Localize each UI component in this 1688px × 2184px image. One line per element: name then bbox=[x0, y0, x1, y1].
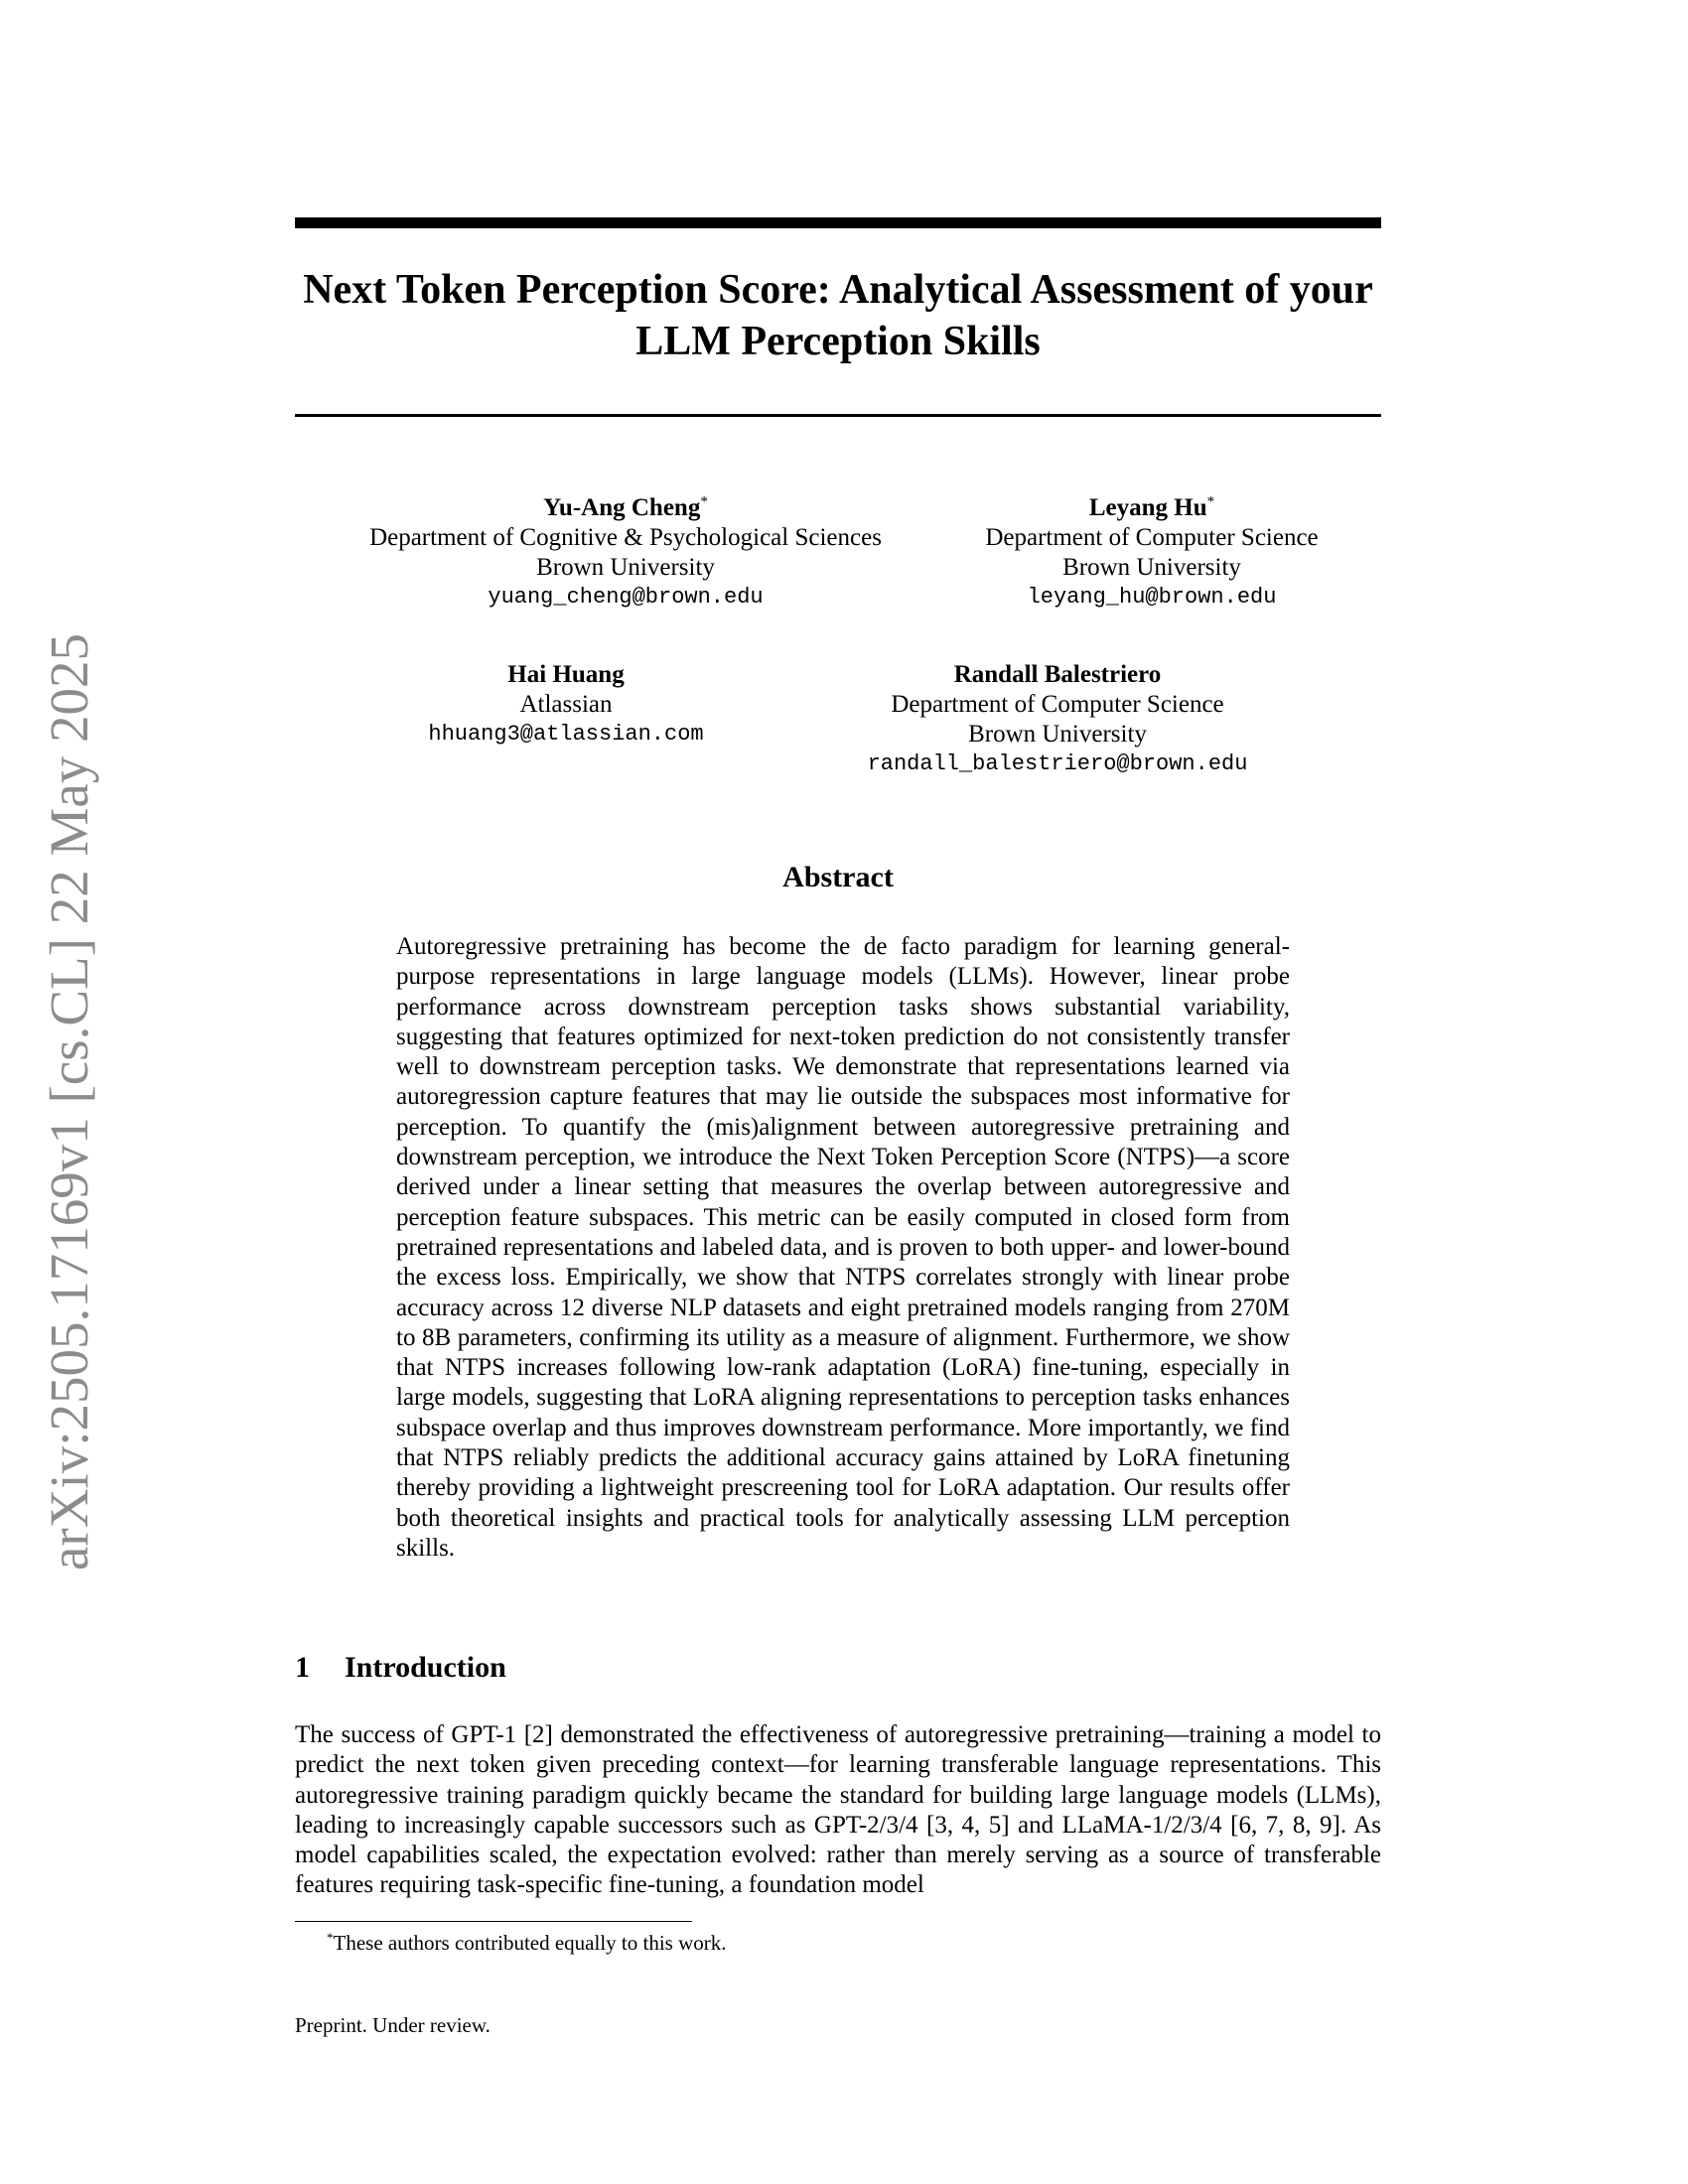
author-name: Yu-Ang Cheng bbox=[543, 494, 701, 521]
author-name: Leyang Hu bbox=[1088, 494, 1207, 521]
abstract-heading: Abstract bbox=[782, 861, 894, 893]
footnote-text: These authors contributed equally to this work. bbox=[333, 1931, 727, 1955]
author-affiliation: Department of Cognitive & Psychological Sciences bbox=[369, 524, 882, 551]
section-title: Introduction bbox=[345, 1651, 506, 1684]
author-email: yuang_cheng@brown.edu bbox=[488, 585, 764, 610]
author-affiliation: Department of Computer Science bbox=[891, 691, 1224, 718]
author-institution: Brown University bbox=[968, 721, 1147, 748]
title-bottom-rule bbox=[295, 414, 1381, 417]
author-block-3 bbox=[397, 660, 735, 750]
section-heading bbox=[295, 1650, 506, 1686]
author-name: Randall Balestriero bbox=[953, 661, 1162, 688]
arxiv-identifier: arXiv:2505.17169v1 [cs.CL] 22 May 2025 bbox=[39, 632, 99, 1571]
author-institution: Brown University bbox=[536, 554, 715, 581]
footnote bbox=[327, 1930, 727, 1956]
author-block-1 bbox=[328, 493, 923, 613]
author-institution: Brown University bbox=[1062, 554, 1241, 581]
equal-contribution-mark: * bbox=[700, 493, 708, 510]
author-name: Hai Huang bbox=[507, 661, 625, 688]
section-number: 1 bbox=[295, 1651, 310, 1684]
abstract-text: Autoregressive pretraining has become the de facto paradigm for learning general-purpose representations in large language models (LLMs). However, linear probe performance across downstream perception tasks shows substantial variability, suggesting that features optimized for next-token prediction do not consistently transfer well to downstream perception tasks. We demonstrate that representations learned via autoregression capture features that may lie outside the subspaces most informative for perception. To quantify the (mis)alignment between autoregressive pretraining and downstream perception, we introduce the Next Token Perception Score (NTPS)—a score derived under a linear setting that measures the overlap between autoregressive and perception feature subspaces. This metric can be easily computed in closed form from pretrained representations and labeled data, and is proven to both upper- and lower-bound the excess loss. Empirically, we show that NTPS correlates strongly with linear probe accuracy across 12 diverse NLP datasets and eight pretrained models ranging from 270M to 8B parameters, confirming its utility as a measure of alignment. Furthermore, we show that NTPS increases following low-rank adaptation (LoRA) fine-tuning, especially in large models, suggesting that LoRA aligning representations to perception tasks enhances subspace overlap and thus improves downstream performance. More importantly, we find that NTPS reliably predicts the additional accuracy gains attained by LoRA finetuning thereby providing a lightweight prescreening tool for LoRA adaptation. Our results offer both theoretical insights and practical tools for analytically assessing LLM perception skills. bbox=[396, 933, 1290, 1562]
author-affiliation: Department of Computer Science bbox=[985, 524, 1319, 551]
footnote-mark: * bbox=[327, 1930, 334, 1945]
introduction-paragraph: The success of GPT-1 [2] demonstrated the effectiveness of autoregressive pretraining—training a model to predict the next token given preceding context—for learning transferable language representations. This autoregressive training paradigm quickly became the standard for building large language models (LLMs), leading to increasingly capable successors such as GPT-2/3/4 [3, 4, 5] and LLaMA-1/2/3/4 [6, 7, 8, 9]. As model capabilities scaled, the expectation evolved: rather than merely serving as a source of transferable features requiring task-specific fine-tuning, a foundation model bbox=[295, 1721, 1381, 1899]
footnote-rule bbox=[295, 1921, 692, 1922]
author-affiliation: Atlassian bbox=[519, 691, 613, 718]
author-block-4 bbox=[824, 660, 1291, 779]
title-top-rule bbox=[295, 217, 1381, 228]
author-email: leyang_hu@brown.edu bbox=[1027, 585, 1277, 610]
author-email: hhuang3@atlassian.com bbox=[428, 722, 704, 747]
author-block-2 bbox=[953, 493, 1350, 613]
paper-title: Next Token Perception Score: Analytical Assessment of your LLM Perception Skills bbox=[303, 267, 1373, 364]
author-email: randall_balestriero@brown.edu bbox=[867, 751, 1248, 776]
equal-contribution-mark: * bbox=[1206, 493, 1215, 510]
preprint-note: Preprint. Under review. bbox=[295, 2013, 491, 2037]
